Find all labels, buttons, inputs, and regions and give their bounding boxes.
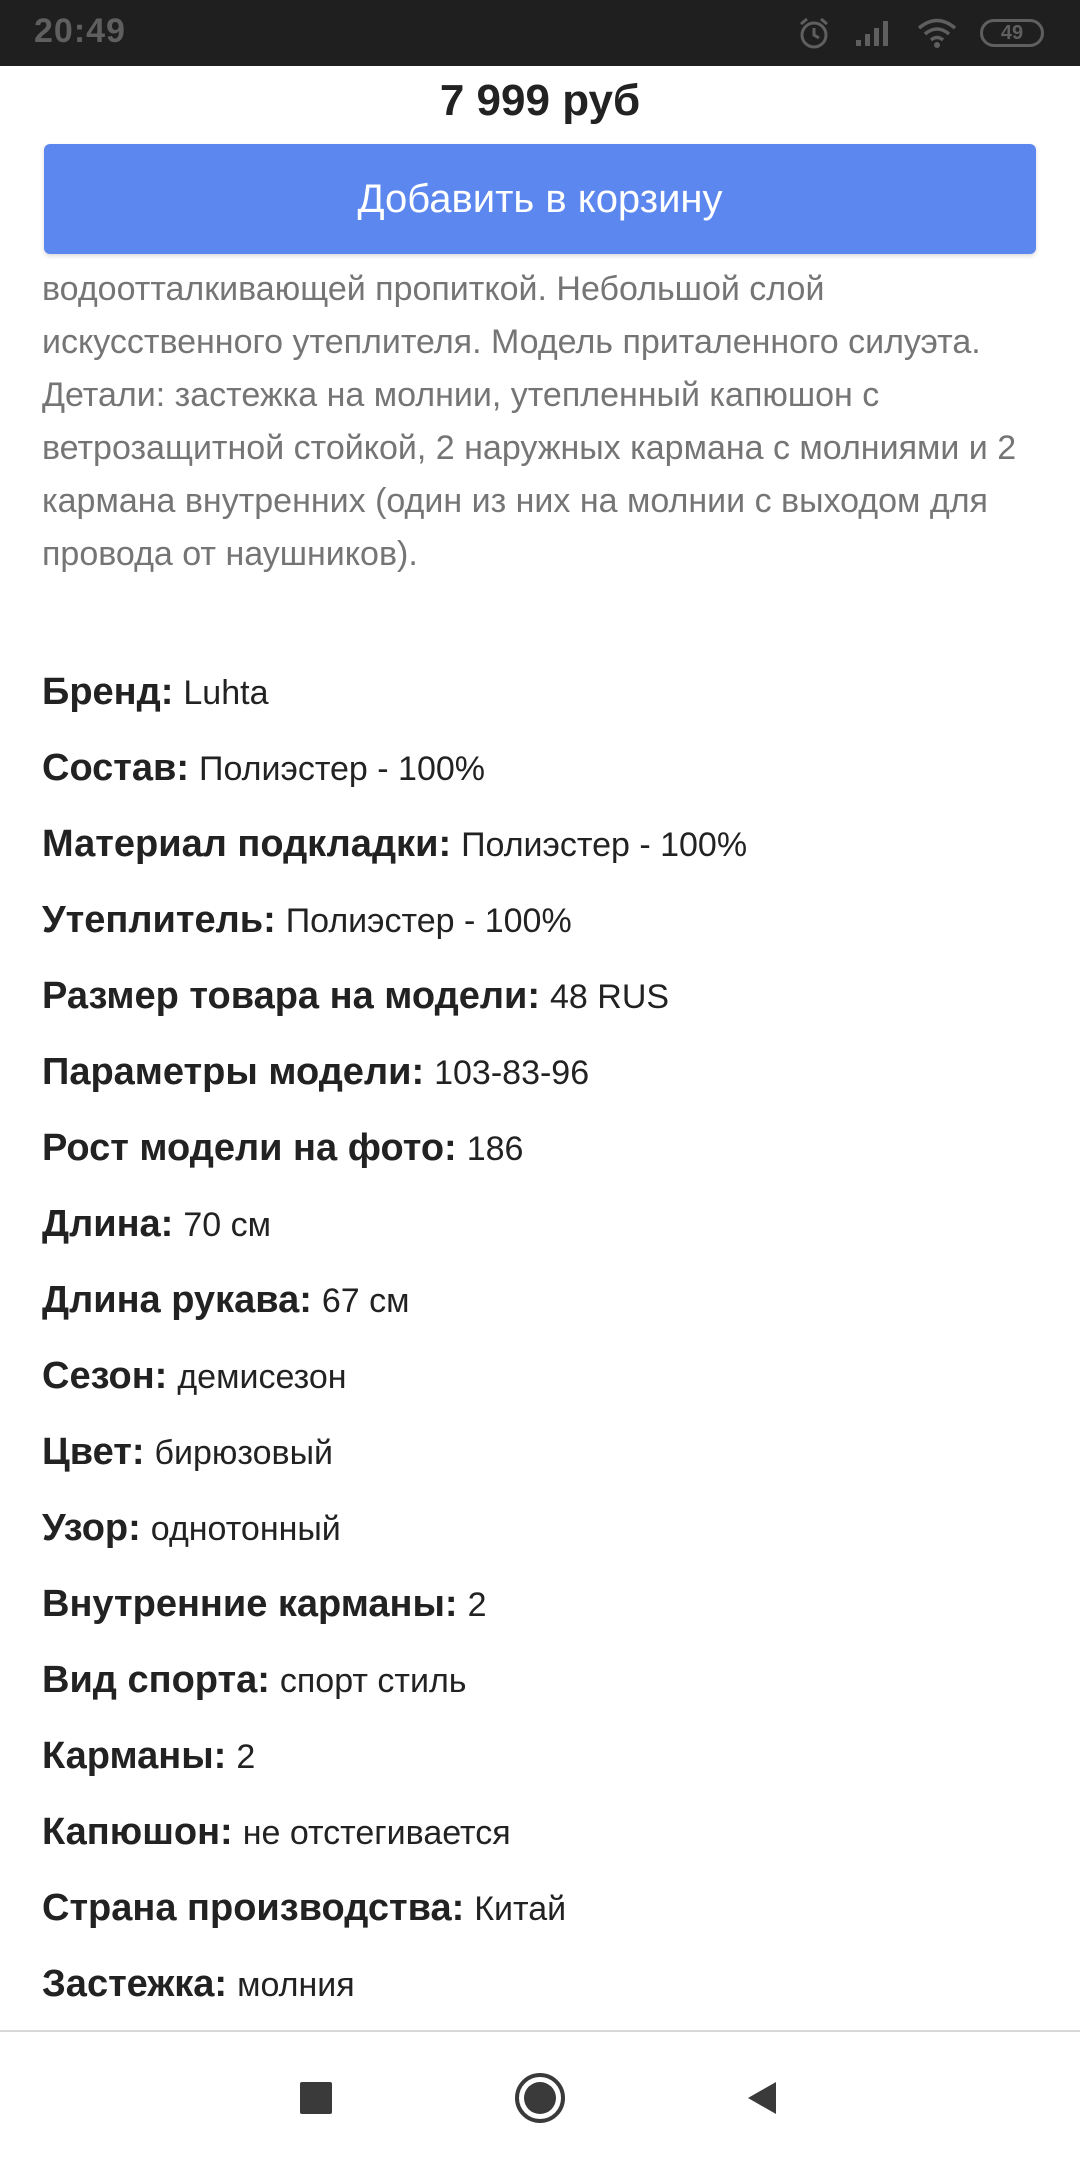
price-header [0, 66, 1080, 256]
attribute-value: демисезон [177, 1358, 347, 1396]
attribute-row [42, 1414, 1042, 1490]
attribute-value: Полиэстер - 100% [285, 902, 572, 940]
attribute-row [42, 1186, 1042, 1262]
attribute-row [42, 1946, 1042, 2022]
attribute-key: Рост модели на фото: [42, 1127, 457, 1169]
add-to-cart-button[interactable]: Добавить в корзину [44, 144, 1036, 254]
attribute-value: 67 см [321, 1282, 410, 1320]
attribute-row [42, 1262, 1042, 1338]
navigation-bar [0, 2030, 1080, 2160]
recents-button[interactable] [288, 2070, 344, 2126]
attribute-row [42, 1718, 1042, 1794]
attribute-key: Узор: [42, 1507, 141, 1549]
attribute-value: спорт стиль [279, 1662, 467, 1700]
attribute-row [42, 1338, 1042, 1414]
attribute-row [42, 1110, 1042, 1186]
status-bar [0, 0, 1080, 66]
attribute-value: 70 см [183, 1206, 271, 1244]
attribute-row [42, 1566, 1042, 1642]
attribute-key: Вид спорта: [42, 1659, 270, 1701]
attribute-value: Полиэстер - 100% [199, 750, 486, 788]
attribute-value: 2 [467, 1586, 487, 1624]
product-details[interactable] [0, 256, 1080, 2030]
attribute-value: 186 [466, 1130, 524, 1168]
attribute-row [42, 1642, 1042, 1718]
recents-square-icon [298, 2080, 334, 2116]
attribute-value: Полиэстер - 100% [461, 826, 748, 864]
product-price: 7 999 руб [439, 76, 641, 125]
attribute-key: Страна производства: [42, 1887, 465, 1929]
attribute-value: однотонный [150, 1510, 341, 1548]
attribute-key: Внутренние карманы: [42, 1583, 458, 1625]
attribute-key: Цвет: [42, 1431, 145, 1473]
attribute-value: молния [237, 1966, 355, 2004]
attribute-value: Luhta [183, 674, 269, 712]
attribute-value: бирюзовый [154, 1434, 333, 1472]
attribute-key: Длина: [42, 1203, 174, 1245]
home-circle-icon [513, 2071, 567, 2125]
home-button[interactable] [512, 2070, 568, 2126]
attribute-key: Карманы: [42, 1735, 227, 1777]
attribute-list [42, 654, 1042, 2022]
attribute-key: Застежка: [42, 1963, 228, 2005]
alarm-icon [796, 15, 832, 51]
attribute-row [42, 1490, 1042, 1566]
attribute-key: Размер товара на модели: [42, 975, 540, 1017]
attribute-row [42, 1794, 1042, 1870]
attribute-value: 48 RUS [550, 978, 670, 1016]
attribute-key: Параметры модели: [42, 1051, 425, 1093]
status-icons [796, 14, 1044, 52]
back-button[interactable] [734, 2070, 790, 2126]
attribute-key: Бренд: [42, 671, 174, 713]
attribute-key: Сезон: [42, 1355, 168, 1397]
signal-icon [854, 18, 894, 48]
battery-level: 49 [1000, 21, 1024, 44]
product-description: водоотталкивающей пропиткой. Небольшой слой искусственного утеплителя. Модель приталенного силуэта. Детали: застежка на молнии, утепленный капюшон с ветрозащитной стойкой, 2 наружных кармана с молниями и 2 кармана внутренних (один из них на молнии с выходом для провода от наушников). [42, 270, 1017, 573]
attribute-value: 103-83-96 [434, 1054, 590, 1092]
attribute-row [42, 958, 1042, 1034]
attribute-key: Капюшон: [42, 1811, 233, 1853]
attribute-key: Состав: [42, 747, 190, 789]
attribute-value: 2 [236, 1738, 256, 1776]
attribute-key: Материал подкладки: [42, 823, 452, 865]
attribute-row [42, 1870, 1042, 1946]
attribute-row [42, 806, 1042, 882]
attribute-value: не отстегивается [242, 1814, 511, 1852]
attribute-row [42, 730, 1042, 806]
attribute-row [42, 654, 1042, 730]
attribute-key: Длина рукава: [42, 1279, 312, 1321]
back-triangle-icon [742, 2078, 782, 2118]
attribute-row [42, 1034, 1042, 1110]
wifi-icon [916, 17, 958, 49]
status-time: 20:49 [34, 12, 126, 50]
battery-icon [980, 19, 1044, 47]
attribute-row [42, 882, 1042, 958]
attribute-key: Утеплитель: [42, 899, 276, 941]
attribute-value: Китай [474, 1890, 567, 1928]
